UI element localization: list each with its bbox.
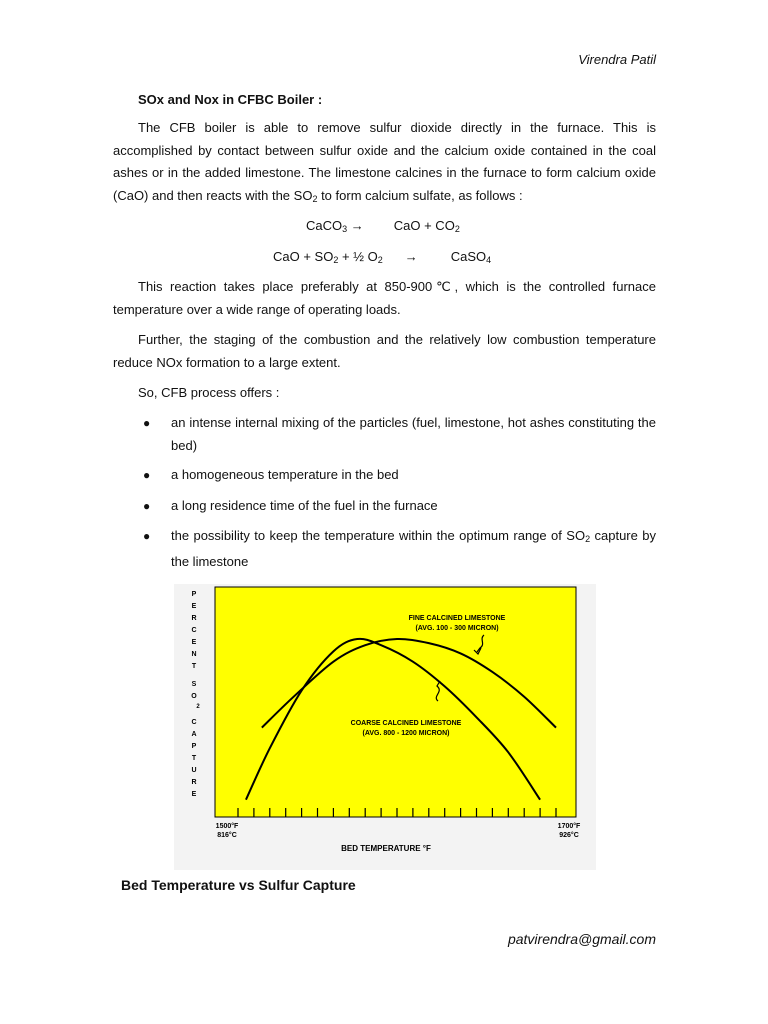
legend-coarse-sub: (AVG. 800 - 1200 MICRON) [362, 730, 450, 737]
y-label-letter: R [191, 779, 197, 786]
legend-fine-name: FINE CALCINED LIMESTONE [408, 615, 506, 622]
subscript: 4 [486, 255, 492, 265]
x-right-f-label: 1700°F [557, 823, 581, 830]
subscript: 2 [377, 255, 383, 265]
y-label-letter: R [191, 615, 197, 622]
x-left-c-label: 816°C [217, 832, 237, 839]
eq-term: CaSO [450, 249, 487, 264]
plot-area [215, 587, 576, 817]
chart-caption: Bed Temperature vs Sulfur Capture [121, 877, 356, 893]
y-label-letter: E [191, 639, 197, 646]
paragraph-text: to form calcium sulfate, as follows : [317, 187, 523, 203]
bullet-item [171, 525, 656, 573]
y-label-letter: E [191, 791, 197, 798]
x-axis-title: BED TEMPERATURE °F [341, 844, 431, 853]
bullet-text: the possibility to keep the temperature within the optimum range of SO [171, 528, 586, 543]
paragraph-reaction-temp: This reaction takes place preferably at 850-900℃, which is the controlled furnace temperature over a wide range of operating loads. [113, 279, 656, 317]
y-label-letter: A [191, 731, 197, 738]
eq-term: CaO + SO [273, 249, 334, 264]
y-label-letter: 2 [196, 704, 200, 710]
y-label-letter: O [191, 693, 197, 700]
subscript: 2 [312, 193, 318, 204]
subscript: 2 [585, 534, 591, 544]
paragraph-sulfur-removal [113, 117, 656, 210]
paragraph-offers: So, CFB process offers : [138, 385, 280, 400]
y-label-letter: T [191, 755, 197, 762]
y-label-letter: C [191, 719, 197, 726]
equation-calcination [306, 218, 460, 234]
eq-term: + ½ O [338, 249, 378, 264]
section-title: SOx and Nox in CFBC Boiler : [138, 92, 323, 107]
bullet-icon: ● [143, 529, 151, 543]
sulfur-capture-chart [174, 584, 596, 870]
subscript: 3 [342, 224, 348, 234]
equation-sulfation [273, 249, 491, 265]
bullet-icon: ● [143, 416, 151, 430]
legend-fine-sub: (AVG. 100 - 300 MICRON) [415, 625, 499, 632]
y-label-letter: P [191, 743, 197, 750]
bullet-item: a long residence time of the fuel in the furnace [171, 498, 438, 513]
y-label-letter: S [191, 681, 197, 688]
paragraph-text: The CFB boiler is able to remove sulfur dioxide directly in the furnace. This is accomplished by contact between sulfur oxide and the calcium oxide contained in the coal ashes or in the added limestone. The limestone calcines in the furnace to form calcium oxide (CaO) and then reacts with the SO [113, 120, 656, 203]
y-label-letter: U [191, 767, 197, 774]
y-label-letter: T [191, 663, 197, 670]
x-left-f-label: 1500°F [215, 823, 239, 830]
bullet-text: capture by the limestone [171, 528, 656, 569]
arrow-icon: → [404, 249, 418, 264]
y-label-letter: E [191, 603, 197, 610]
bullet-icon: ● [143, 468, 151, 482]
eq-term: CaCO [306, 218, 343, 233]
eq-term: CaO + CO [393, 218, 455, 233]
subscript: 2 [454, 224, 460, 234]
y-label-letter: C [191, 627, 197, 634]
bullet-item: a homogeneous temperature in the bed [171, 467, 399, 482]
x-axis-ticks [238, 808, 556, 817]
arrow-icon: → [350, 218, 364, 233]
paragraph-nox: Further, the staging of the combustion and the relatively low combustion temperature reduce NOx formation to a large extent. [113, 332, 656, 370]
x-right-c-label: 926°C [559, 832, 579, 839]
bullet-item: an intense internal mixing of the particles (fuel, limestone, hot ashes constituting the bed) [171, 415, 656, 453]
legend-coarse-name: COARSE CALCINED LIMESTONE [350, 720, 462, 727]
y-label-letter: N [191, 651, 197, 658]
bullet-icon: ● [143, 499, 151, 513]
subscript: 2 [333, 255, 339, 265]
author-name: Virendra Patil [578, 52, 656, 67]
footer-email: patvirendra@gmail.com [507, 931, 656, 947]
y-label-letter: P [191, 591, 197, 598]
